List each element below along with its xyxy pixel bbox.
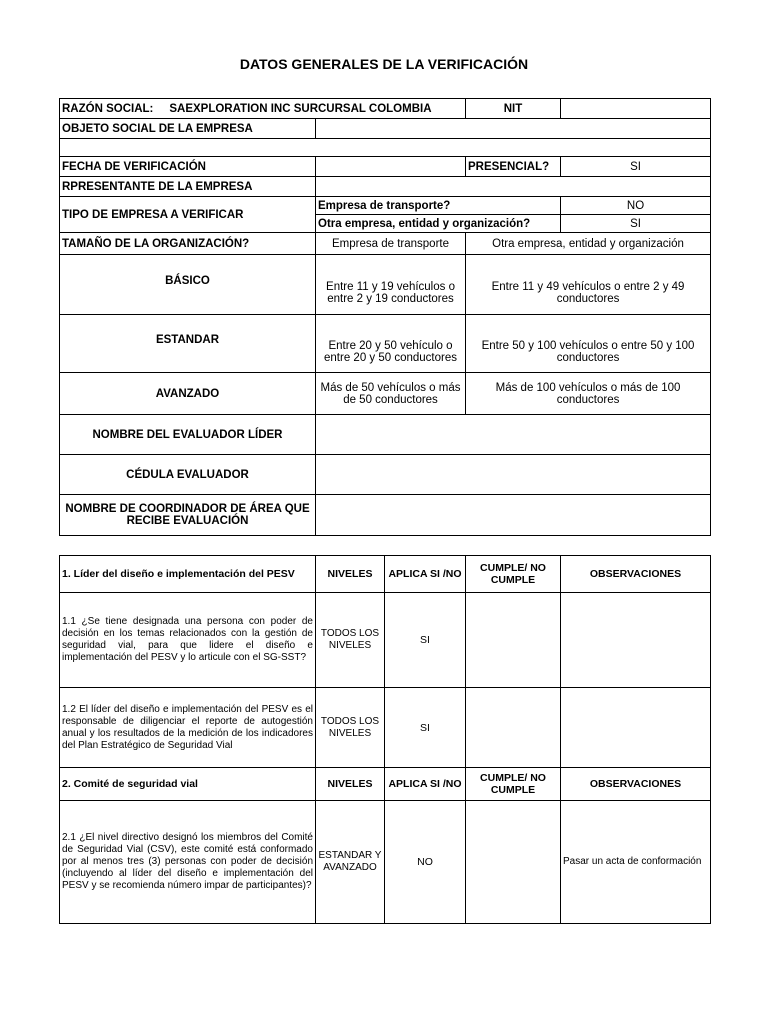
header-aplica: APLICA SI /NO <box>385 556 466 593</box>
item-observaciones[interactable] <box>561 688 711 768</box>
tipo-transporte-label: Empresa de transporte? <box>316 197 561 215</box>
page-title: DATOS GENERALES DE LA VERIFICACIÓN <box>239 56 529 72</box>
presencial-value[interactable]: SI <box>561 157 711 177</box>
coordinador-label: NOMBRE DE COORDINADOR DE ÁREA QUE RECIBE EVALUACIÓN <box>60 495 316 536</box>
item-cumple[interactable] <box>466 593 561 688</box>
item-niveles: TODOS LOS NIVELES <box>316 593 385 688</box>
nivel-estandar-otra: Entre 50 y 100 vehículos o entre 50 y 100 conductores <box>466 315 711 373</box>
fecha-label: FECHA DE VERIFICACIÓN <box>60 157 316 177</box>
section-title: 1. Líder del diseño e implementación del PESV <box>60 556 316 593</box>
item-aplica[interactable]: SI <box>385 593 466 688</box>
tamano-label: TAMAÑO DE LA ORGANIZACIÓN? <box>60 233 316 255</box>
item-niveles: TODOS LOS NIVELES <box>316 688 385 768</box>
fecha-value[interactable] <box>316 157 466 177</box>
col-otra-header: Otra empresa, entidad y organización <box>466 233 711 255</box>
presencial-label: PRESENCIAL? <box>466 157 561 177</box>
representante-label: RPRESENTANTE DE LA EMPRESA <box>60 177 316 197</box>
razon-social-value: SAEXPLORATION INC SURCURSAL COLOMBIA <box>169 102 432 115</box>
item-aplica[interactable]: SI <box>385 688 466 768</box>
item-cumple[interactable] <box>466 688 561 768</box>
item-cumple[interactable] <box>466 801 561 924</box>
objeto-social-label: OBJETO SOCIAL DE LA EMPRESA <box>60 119 316 139</box>
item-observaciones[interactable] <box>561 593 711 688</box>
nivel-avanzado-label: AVANZADO <box>60 373 316 415</box>
coordinador-value[interactable] <box>316 495 711 536</box>
item-aplica[interactable]: NO <box>385 801 466 924</box>
cedula-label: CÉDULA EVALUADOR <box>60 455 316 495</box>
nivel-estandar-label: ESTANDAR <box>60 315 316 373</box>
general-data-table <box>59 98 711 536</box>
nivel-basico-label: BÁSICO <box>60 255 316 315</box>
item-text: 1.2 El líder del diseño e implementación del PESV es el responsable de diligenciar el reporte de autogestión anual y los resultados de la medición de los indicadores del Plan Estratégico de Seguridad Vial <box>60 688 316 768</box>
checklist-table <box>59 555 711 924</box>
header-observaciones: OBSERVACIONES <box>561 556 711 593</box>
tipo-label: TIPO DE EMPRESA A VERIFICAR <box>60 197 316 233</box>
nivel-estandar-transporte: Entre 20 y 50 vehículo o entre 20 y 50 conductores <box>316 315 466 373</box>
cedula-value[interactable] <box>316 455 711 495</box>
table-row <box>60 688 711 768</box>
objeto-social-value[interactable] <box>316 119 711 139</box>
nivel-basico-transporte: Entre 11 y 19 vehículos o entre 2 y 19 conductores <box>316 255 466 315</box>
header-cumple: CUMPLE/ NO CUMPLE <box>466 768 561 801</box>
evaluador-value[interactable] <box>316 415 711 455</box>
table-row <box>60 801 711 924</box>
header-observaciones: OBSERVACIONES <box>561 768 711 801</box>
item-text: 1.1 ¿Se tiene designada una persona con poder de decisión en los temas relacionados con la gestión de seguridad vial, para que lidere el diseño e implementación del PESV y lo articule con el SG-SST? <box>60 593 316 688</box>
table-row <box>60 593 711 688</box>
col-transporte-header: Empresa de transporte <box>316 233 466 255</box>
header-niveles: NIVELES <box>316 768 385 801</box>
section-title: 2. Comité de seguridad vial <box>60 768 316 801</box>
item-observaciones[interactable]: Pasar un acta de conformación <box>561 801 711 924</box>
nit-label: NIT <box>466 99 561 119</box>
razon-social-label: RAZÓN SOCIAL: <box>62 102 154 115</box>
evaluador-label: NOMBRE DEL EVALUADOR LÍDER <box>60 415 316 455</box>
blank-row <box>60 139 711 157</box>
nivel-basico-otra: Entre 11 y 49 vehículos o entre 2 y 49 conductores <box>466 255 711 315</box>
nit-value[interactable] <box>561 99 711 119</box>
nivel-avanzado-transporte: Más de 50 vehículos o más de 50 conductores <box>316 373 466 415</box>
representante-value[interactable] <box>316 177 711 197</box>
razon-social-cell <box>60 99 466 119</box>
tipo-otra-label: Otra empresa, entidad y organización? <box>316 215 561 233</box>
tipo-transporte-value[interactable]: NO <box>561 197 711 215</box>
header-niveles: NIVELES <box>316 556 385 593</box>
header-aplica: APLICA SI /NO <box>385 768 466 801</box>
tipo-otra-value[interactable]: SI <box>561 215 711 233</box>
item-text: 2.1 ¿El nivel directivo designó los miembros del Comité de Seguridad Vial (CSV), este comité está conformado por al menos tres (3) personas con poder de decisión (incluyendo al líder del diseño e implementación del PESV y se recomienda número impar de participantes)? <box>60 801 316 924</box>
nivel-avanzado-otra: Más de 100 vehículos o más de 100 conductores <box>466 373 711 415</box>
header-cumple: CUMPLE/ NO CUMPLE <box>466 556 561 593</box>
item-niveles: ESTANDAR Y AVANZADO <box>316 801 385 924</box>
